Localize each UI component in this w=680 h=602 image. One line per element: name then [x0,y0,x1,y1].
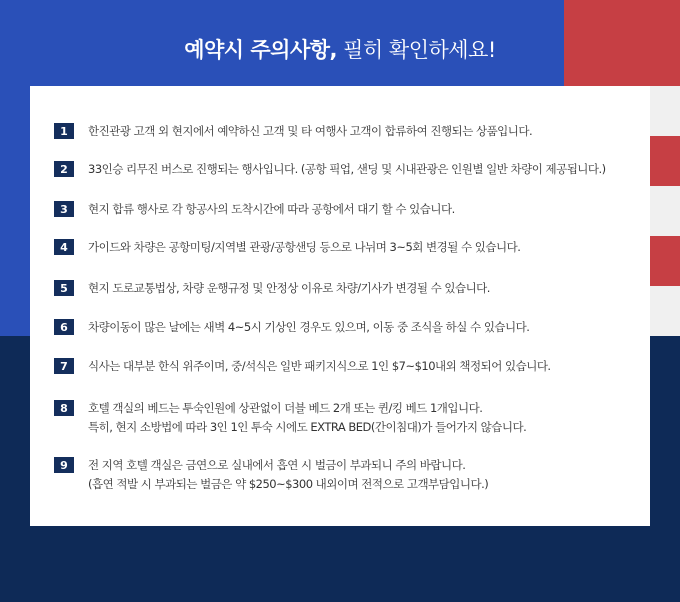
notice-line: 현지 합류 행사로 각 항공사의 도착시간에 따라 공항에서 대기 할 수 있습니다. [88,202,455,216]
notice-number-badge: 5 [54,280,74,296]
notice-number-badge: 6 [54,319,74,335]
notice-item [54,279,636,298]
notice-line: 특히, 현지 소방법에 따라 3인 1인 투숙 시에도 EXTRA BED(간이침대)가 들어가지 않습니다. [88,420,527,434]
notice-text [88,200,455,219]
notice-number-badge: 2 [54,161,74,177]
notice-item [54,238,636,257]
notice-line: 전 지역 호텔 객실은 금연으로 실내에서 흡연 시 벌금이 부과되니 주의 바랍니다. [88,458,466,472]
notice-text [88,318,529,337]
flag-stripe-red [650,136,680,186]
notice-line: 한진관광 고객 외 현지에서 예약하신 고객 및 타 여행사 고객이 합류하여 진행되는 상품입니다. [88,124,533,138]
flag-stripe-white [650,186,680,236]
notice-line: 차량이동이 많은 날에는 새벽 4~5시 기상인 경우도 있으며, 이동 중 조식을 하실 수 있습니다. [88,320,530,334]
notice-number-badge: 8 [54,400,74,416]
notice-text [88,456,488,494]
notice-number-badge: 9 [54,457,74,473]
notice-text [88,238,520,257]
notice-item [54,399,636,437]
flag-stripe-red [650,236,680,286]
notice-line: 가이드와 차량은 공항미팅/지역별 관광/공항샌딩 등으로 나뉘며 3~5회 변경될 수 있습니다. [88,240,521,254]
notice-number-badge: 3 [54,201,74,217]
notice-text [88,399,526,437]
notice-card [30,86,650,526]
notice-number-badge: 1 [54,123,74,139]
notice-text [88,357,551,376]
notice-item [54,357,636,376]
flag-stripe-white [650,286,680,336]
notice-line: 호텔 객실의 베드는 투숙인원에 상관없이 더블 베드 2개 또는 퀸/킹 베드 1개입니다. [88,401,483,415]
notice-item [54,318,636,337]
notice-number-badge: 4 [54,239,74,255]
notice-text [88,279,490,298]
notice-item [54,456,636,494]
title-light: 필히 확인하세요! [337,38,496,62]
title-bold: 예약시 주의사항, [184,38,337,62]
notice-text [88,122,532,141]
page-title [0,34,680,64]
notice-item [54,160,636,179]
notice-line: 33인승 리무진 버스로 진행되는 행사입니다. (공항 픽업, 샌딩 및 시내관광은 인원별 일반 차량이 제공됩니다.) [88,162,606,176]
notice-item [54,122,636,141]
notice-line: (흡연 적발 시 부과되는 벌금은 약 $250~$300 내외이며 전적으로 고객부담입니다.) [88,477,489,491]
notice-line: 현지 도로교통법상, 차량 운행규정 및 안정상 이유로 차량/기사가 변경될 수 있습니다. [88,281,490,295]
notice-text [88,160,606,179]
notice-number-badge: 7 [54,358,74,374]
flag-stripe-white [650,86,680,136]
notice-line: 식사는 대부분 한식 위주이며, 중/석식은 일반 패키지식으로 1인 $7~$10내외 책정되어 있습니다. [88,359,551,373]
notice-item [54,200,636,219]
